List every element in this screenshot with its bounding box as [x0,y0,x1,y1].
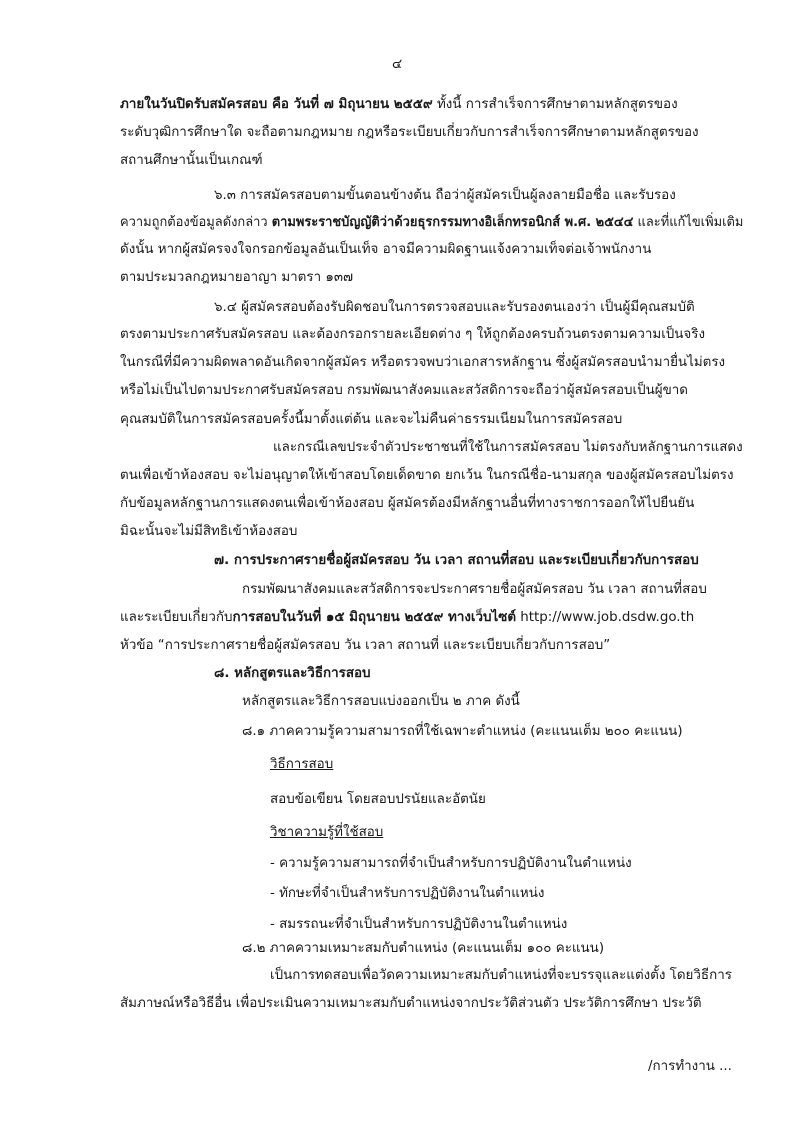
s63-act-bold: ตามพระราชบัญญัติว่าด้วยธุรกรรมทางอิเล็กทรอนิกส์ พ.ศ. ๒๕๔๔ [271,215,634,230]
s7-line-2-a: และระเบียบเกี่ยวกับ [120,610,233,625]
s64-line-2: ตรงตามประกาศรับสมัครสอบ และต้องกรอกรายละเอียดต่าง ๆ ให้ถูกต้องครบถ้วนตรงตามความเป็นจริง [120,327,706,342]
s7-date-bold: การสอบในวันที่ ๑๕ มิถุนายน ๒๕๕๙ ทางเว็บไซต์ [232,610,517,625]
intro-line-2: ระดับวุฒิการศึกษาใด จะถือตามกฎหมาย กฎหรือระเบียบเกี่ยวกับการสำเร็จการศึกษาตามหลักสูตรของ [120,125,699,140]
intro-date-bold: ภายในวันปิดรับสมัครสอบ คือ วันที่ ๗ มิถุนายน ๒๕๕๙ [120,97,433,112]
s82-line-1: เป็นการทดสอบเพื่อวัดความเหมาะสมกับตำแหน่งที่จะบรรจุและแต่งตั้ง โดยวิธีการ [270,968,732,983]
subject-bullet-1: - ความรู้ความสามารถที่จำเป็นสำหรับการปฏิบัติงานในตำแหน่ง [270,856,632,871]
s63-line-4: ตามประมวลกฎหมายอาญา มาตรา ๑๓๗ [120,270,354,285]
s64-line-3: ในกรณีที่มีความผิดพลาดอันเกิดจากผู้สมัคร หรือตรวจพบว่าเอกสารหลักฐาน ซึ่งผู้สมัครสอบนำมายื่นไม่ตรง [120,355,726,370]
subject-label: วิชาความรู้ที่ใช้สอบ [270,825,384,840]
s7-heading: ๗. การประกาศรายชื่อผู้สมัครสอบ วัน เวลา สถานที่สอบ และระเบียบเกี่ยวกับการสอบ [214,553,699,568]
s8-heading: ๘. หลักสูตรและวิธีการสอบ [214,666,371,681]
s81-heading: ๘.๑ ภาคความรู้ความสามารถที่ใช้เฉพาะตำแหน่ง (คะแนนเต็ม ๒๐๐ คะแนน) [242,724,683,739]
id-line-2: ตนเพื่อเข้าห้องสอบ จะไม่อนุญาตให้เข้าสอบโดยเด็ดขาด ยกเว้น ในกรณีชื่อ-นามสกุล ของผู้สมัครสอบไม่ตรง [120,468,734,483]
s64-line-5: คุณสมบัติในการสมัครสอบครั้งนี้มาตั้งแต่ต้น และจะไม่คืนค่าธรรมเนียมในการสมัครสอบ [120,412,623,427]
intro-line-1-rest: ทั้งนี้ การสำเร็จการศึกษาตามหลักสูตรของ [432,97,678,112]
s7-line-1: กรมพัฒนาสังคมและสวัสดิการจะประกาศรายชื่อผู้สมัครสอบ วัน เวลา สถานที่สอบ [242,582,707,597]
s63-line-2-a: ความถูกต้องข้อมูลดังกล่าว [120,215,272,230]
id-line-4: มิฉะนั้นจะไม่มีสิทธิเข้าห้องสอบ [120,524,298,539]
intro-line-3: สถานศึกษานั้นเป็นเกณฑ์ [120,153,263,168]
page-number: ๔ [392,57,403,72]
subject-bullet-2: - ทักษะที่จำเป็นสำหรับการปฏิบัติงานในตำแหน่ง [270,886,545,901]
method-label: วิธีการสอบ [270,757,334,772]
s64-line-1: ๖.๔ ผู้สมัครสอบต้องรับผิดชอบในการตรวจสอบและรับรองตนเองว่า เป็นผู้มีคุณสมบัติ [214,300,695,315]
s8-intro: หลักสูตรและวิธีการสอบแบ่งออกเป็น ๒ ภาค ดังนี้ [242,694,520,709]
id-line-1: และกรณีเลขประจำตัวประชาชนที่ใช้ในการสมัครสอบ ไม่ตรงกับหลักฐานการแสดง [273,440,743,455]
id-line-3: กับข้อมูลหลักฐานการแสดงตนเพื่อเข้าห้องสอบ ผู้สมัครต้องมีหลักฐานอื่นที่ทางราชการออกให้ไปยืนยัน [120,496,695,511]
s64-line-4: หรือไม่เป็นไปตามประกาศรับสมัครสอบ กรมพัฒนาสังคมและสวัสดิการจะถือว่าผู้สมัครสอบเป็นผู้ขาด [120,383,688,398]
s82-line-2: สัมภาษณ์หรือวิธีอื่น เพื่อประเมินความเหมาะสมกับตำแหน่งจากประวัติส่วนตัว ประวัติการศึกษา ประวัติ [120,996,702,1011]
s63-line-2-c: และที่แก้ไขเพิ่มเติม [633,215,744,230]
s63-line-2 [120,213,743,233]
s63-line-1: ๖.๓ การสมัครสอบตามขั้นตอนข้างต้น ถือว่าผู้สมัครเป็นผู้ลงลายมือชื่อ และรับรอง [214,188,676,203]
subject-bullet-3: - สมรรถนะที่จำเป็นสำหรับการปฏิบัติงานในตำแหน่ง [270,917,568,932]
s7-line-2 [120,608,694,628]
intro-line-1 [120,95,734,115]
s7-website-url: http://www.job.dsdw.go.th [516,610,695,625]
s7-line-3: หัวข้อ “การประกาศรายชื่อผู้สมัครสอบ วัน เวลา สถานที่ และระเบียบเกี่ยวกับการสอบ” [120,638,611,653]
footer-continue: /การทำงาน ... [648,1059,732,1074]
s63-line-3: ดังนั้น หากผู้สมัครจงใจกรอกข้อมูลอันเป็นเท็จ อาจมีความผิดฐานแจ้งความเท็จต่อเจ้าพนักงาน [120,242,652,257]
method-text: สอบข้อเขียน โดยสอบปรนัยและอัตนัย [270,792,486,807]
s82-heading: ๘.๒ ภาคความเหมาะสมกับตำแหน่ง (คะแนนเต็ม ๑๐๐ คะแนน) [242,941,605,956]
